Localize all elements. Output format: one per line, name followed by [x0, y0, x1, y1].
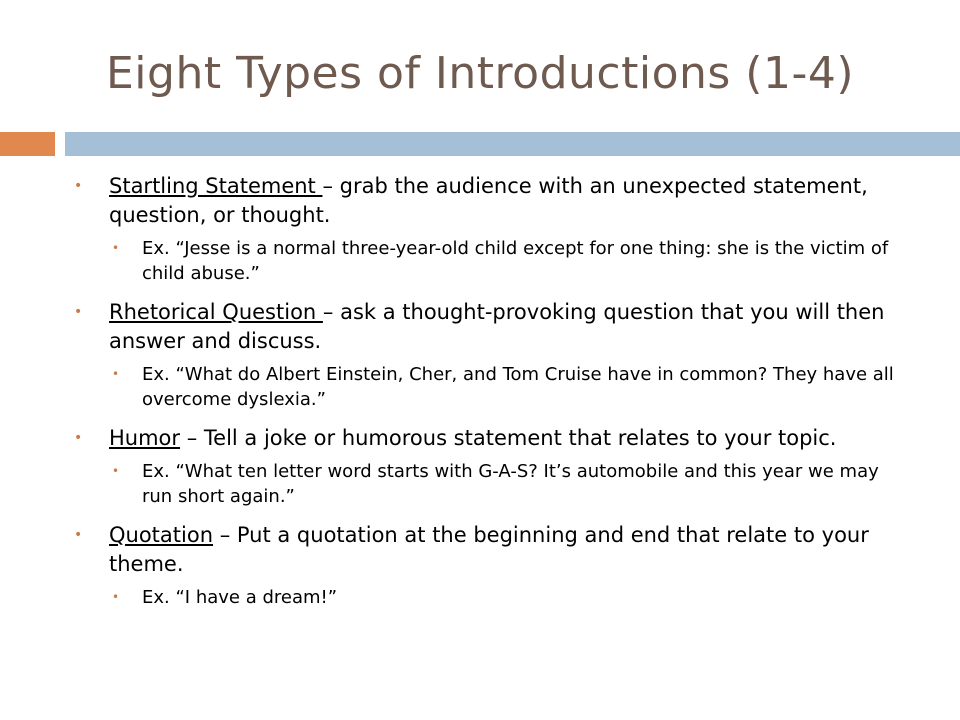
bullet-icon: • [74, 304, 83, 320]
bullet-level1 [72, 298, 912, 356]
bullet-level1 [72, 172, 912, 230]
bullet-icon: • [112, 367, 120, 381]
header-divider-bar [65, 132, 960, 156]
bullet-icon: • [74, 430, 83, 446]
intro-type-term: Startling Statement [109, 174, 323, 198]
list-item [72, 424, 912, 509]
bullet-icon: • [74, 527, 83, 543]
bullet-level1 [72, 424, 912, 453]
intro-type-description: – Tell a joke or humorous statement that relates to your topic. [180, 426, 837, 450]
list-item [72, 172, 912, 286]
bullet-icon: • [74, 178, 83, 194]
bullet-level2 [72, 585, 912, 610]
intro-type-description: – ask a thought-provoking question that you will then answer and discuss. [109, 300, 885, 353]
intro-type-term: Humor [109, 426, 181, 450]
bullet-level2 [72, 459, 912, 509]
example-text: Ex. “What ten letter word starts with G-A-S? It’s automobile and this year we may run short again.” [142, 461, 879, 507]
intro-type-term: Rhetorical Question [109, 300, 323, 324]
accent-bar [0, 132, 55, 156]
list-item [72, 298, 912, 412]
example-text: Ex. “Jesse is a normal three-year-old child except for one thing: she is the victim of child abuse.” [142, 238, 889, 284]
bullet-list [72, 172, 912, 622]
intro-type-description: – Put a quotation at the beginning and end that relate to your theme. [109, 523, 869, 576]
bullet-level2 [72, 236, 912, 286]
bullet-icon: • [112, 464, 120, 478]
list-item [72, 521, 912, 610]
intro-type-term: Quotation [109, 523, 214, 547]
example-text: Ex. “I have a dream!” [142, 587, 338, 608]
intro-type-description: – grab the audience with an unexpected statement, question, or thought. [109, 174, 868, 227]
bullet-level1 [72, 521, 912, 579]
example-text: Ex. “What do Albert Einstein, Cher, and Tom Cruise have in common? They have all overcome dyslexia.” [142, 364, 894, 410]
bullet-level2 [72, 362, 912, 412]
bullet-icon: • [112, 590, 120, 604]
bullet-icon: • [112, 241, 120, 255]
slide-title: Eight Types of Introductions (1-4) [105, 48, 854, 99]
